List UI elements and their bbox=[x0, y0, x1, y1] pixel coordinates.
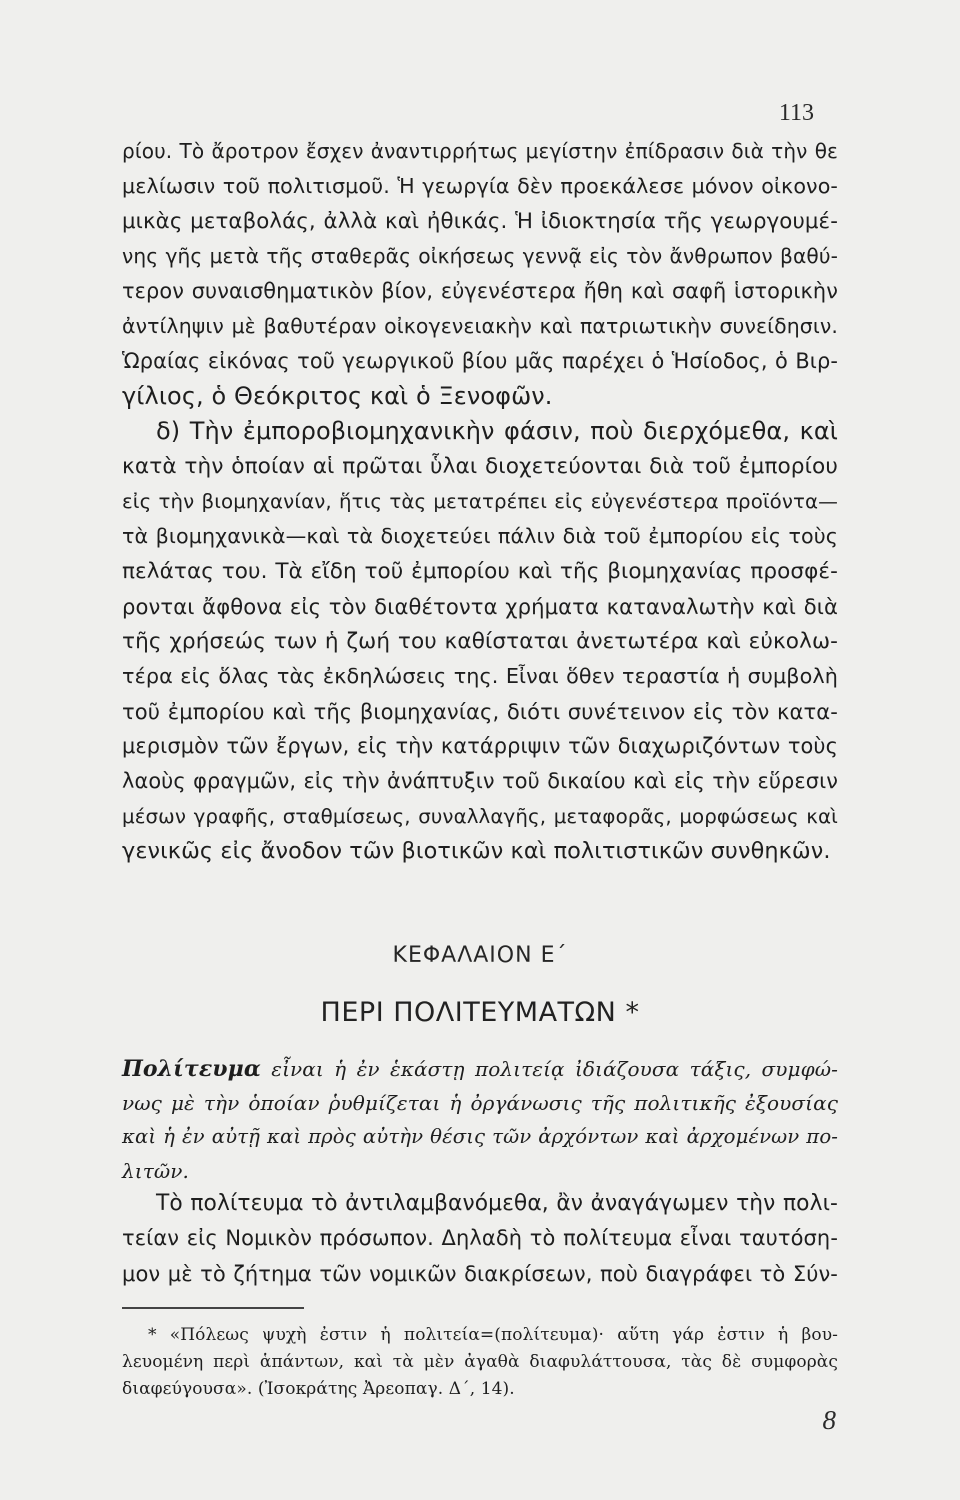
text-line: μελίωσιν τοῦ πολιτισμοῦ. Ἡ γεωργία δὲν προεκάλεσε μόνον οἰκονο- bbox=[122, 174, 838, 198]
definition-line-text: εἶναι ἡ ἐν ἑκάστῃ πολιτείᾳ ἰδιάζουσα τάξις, συμφώ- bbox=[271, 1057, 838, 1081]
footnote-line: διαφεύγουσα». (Ἰσοκράτης Ἀρεοπαγ. Δ΄, 14). bbox=[122, 1379, 515, 1399]
chapter-title: ΠΕΡΙ ΠΟΛΙΤΕΥΜΑΤΩΝ * bbox=[320, 997, 640, 1028]
footnote-divider bbox=[122, 1307, 304, 1309]
text-line: μον μὲ τὸ ζήτημα τῶν νομικῶν διακρίσεων, ποὺ διαγράφει τὸ Σύν- bbox=[122, 1261, 838, 1286]
definition-line: νως μὲ τὴν ὁποίαν ῥυθμίζεται ἡ ὀργάνωσις τῆς πολιτικῆς ἐξουσίας bbox=[122, 1091, 838, 1115]
text-line: τοῦ ἐμπορίου καὶ τῆς βιομηχανίας, διότι συνέτεινον εἰς τὸν κατα- bbox=[122, 699, 838, 724]
page-number: 113 bbox=[778, 100, 814, 126]
text-line: πελάτας του. Τὰ εἴδη τοῦ ἐμπορίου καὶ τῆς βιομηχανίας προσφέ- bbox=[122, 559, 838, 584]
text-line: εἰς τὴν βιομηχανίαν, ἥτις τὰς μετατρέπει εἰς εὐγενέστερα προϊόντα— bbox=[122, 490, 838, 513]
definition-line: καὶ ἡ ἐν αὐτῇ καὶ πρὸς αὐτὴν θέσις τῶν ἀρχόντων καὶ ἀρχομένων πο- bbox=[122, 1125, 838, 1148]
text-line: Τὸ πολίτευμα τὸ ἀντιλαμβανόμεθα, ἂν ἀναγάγωμεν τὴν πολι- bbox=[156, 1191, 838, 1216]
text-line: ἀντίληψιν μὲ βαθυτέραν οἰκογενειακὴν καὶ πατριωτικὴν συνείδησιν. bbox=[122, 314, 838, 338]
text-line: γίλιος, ὁ Θεόκριτος καὶ ὁ Ξενοφῶν. bbox=[122, 382, 553, 410]
text-line: μέσων γραφῆς, σταθμίσεως, συναλλαγῆς, μεταφορᾶς, μορφώσεως καὶ bbox=[122, 805, 838, 828]
footnote-line: λευομένη περὶ ἁπάντων, καὶ τὰ μὲν ἀγαθὰ διαφυλάττουσα, τὰς δὲ συμφορὰς bbox=[122, 1352, 838, 1372]
printer-signature-mark: 8 bbox=[822, 1405, 836, 1435]
text-line: τὰ βιομηχανικὰ—καὶ τὰ διοχετεύει πάλιν διὰ τοῦ ἐμπορίου εἰς τοὺς bbox=[122, 524, 838, 548]
text-line: μικὰς μεταβολάς, ἀλλὰ καὶ ἠθικάς. Ἡ ἰδιοκτησία τῆς γεωργουμέ- bbox=[122, 209, 838, 234]
definition-line bbox=[122, 1052, 838, 1086]
definition-line: λιτῶν. bbox=[122, 1159, 190, 1183]
text-line: γενικῶς εἰς ἄνοδον τῶν βιοτικῶν καὶ πολιτιστικῶν συνθηκῶν. bbox=[122, 838, 831, 864]
text-line: λαοὺς φραγμῶν, εἰς τὴν ἀνάπτυξιν τοῦ δικαίου καὶ εἰς τὴν εὕρεσιν bbox=[122, 769, 838, 793]
text-line: τείαν εἰς Νομικὸν πρόσωπον. Δηλαδὴ τὸ πολίτευμα εἶναι ταυτόση- bbox=[122, 1226, 838, 1250]
definition-term: Πολίτευμα bbox=[122, 1056, 261, 1082]
body-text-top bbox=[122, 134, 838, 869]
text-line: Ὡραίας εἰκόνας τοῦ γεωργικοῦ βίου μᾶς παρέχει ὁ Ἡσίοδος, ὁ Βιρ- bbox=[122, 349, 838, 373]
text-line: κατὰ τὴν ὁποίαν αἱ πρῶται ὗλαι διοχετεύονται διὰ τοῦ ἐμπορίου bbox=[122, 454, 838, 479]
text-line: τερον συναισθηματικὸν βίον, εὐγενέστερα ἤθη καὶ σαφῆ ἱστορικὴν bbox=[122, 279, 838, 303]
text-line: νης γῆς μετὰ τῆς σταθερᾶς οἰκήσεως γεννᾷ εἰς τὸν ἄνθρωπον βαθύ- bbox=[122, 244, 838, 268]
chapter-label: ΚΕΦΑΛΑΙΟΝ Ε΄ bbox=[392, 943, 568, 968]
footnote-line: * «Πόλεως ψυχὴ ἐστιν ἡ πολιτεία=(πολίτευμα)· αὕτη γάρ ἐστιν ἡ βου- bbox=[148, 1325, 838, 1345]
text-line: τέρα εἰς ὅλας τὰς ἐκδηλώσεις της. Εἶναι ὅθεν τεραστία ἡ συμβολὴ bbox=[122, 664, 838, 688]
text-line: μερισμὸν τῶν ἔργων, εἰς τὴν κατάρριψιν τῶν διαχωριζόντων τοὺς bbox=[122, 734, 838, 758]
footnote bbox=[122, 1322, 838, 1403]
text-line: τῆς χρήσεώς των ἡ ζωή του καθίσταται ἀνετωτέρα καὶ εὐκολω- bbox=[122, 629, 838, 654]
body-text-bottom bbox=[122, 1186, 838, 1291]
text-line: δ) Τὴν ἐμποροβιομηχανικὴν φάσιν, ποὺ διερχόμεθα, καὶ bbox=[156, 417, 838, 445]
definition-paragraph bbox=[122, 1052, 838, 1188]
text-line: ρίου. Τὸ ἄροτρον ἔσχεν ἀναντιρρήτως μεγίστην ἐπίδρασιν διὰ τὴν θε bbox=[122, 139, 838, 163]
text-line: ρονται ἄφθονα εἰς τὸν διαθέτοντα χρήματα καταναλωτὴν καὶ διὰ bbox=[122, 594, 838, 619]
